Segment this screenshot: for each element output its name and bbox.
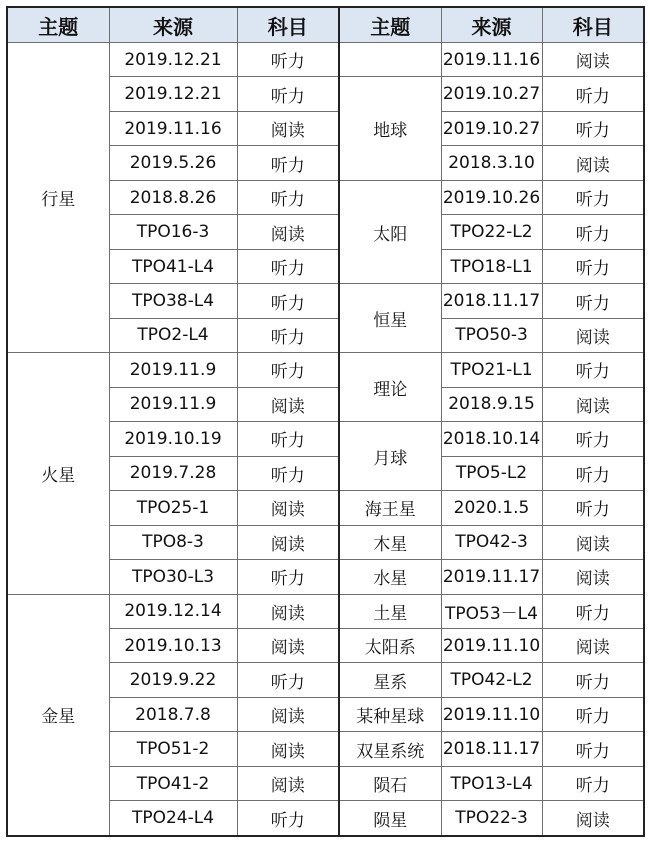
topic-cell: 理论 <box>339 353 441 422</box>
source-cell: 2019.9.22 <box>109 663 237 697</box>
source-cell: 2019.10.27 <box>441 77 542 111</box>
source-cell: 2019.7.28 <box>109 456 237 490</box>
topic-cell: 行星 <box>7 43 109 353</box>
subject-cell: 阅读 <box>237 732 339 766</box>
header-subject-right: 科目 <box>542 7 644 43</box>
subject-cell: 听力 <box>237 284 339 318</box>
subject-cell: 听力 <box>237 560 339 594</box>
source-cell: 2019.12.21 <box>109 77 237 111</box>
subject-cell: 听力 <box>237 180 339 214</box>
subject-cell: 阅读 <box>542 560 644 594</box>
subject-cell: 听力 <box>542 215 644 249</box>
subject-cell: 阅读 <box>237 594 339 628</box>
source-cell: TPO21-L1 <box>441 353 542 387</box>
source-cell: 2019.12.14 <box>109 594 237 628</box>
table-row <box>7 353 644 387</box>
header-subject-left: 科目 <box>237 7 339 43</box>
subject-cell: 听力 <box>237 318 339 352</box>
source-cell: TPO53－L4 <box>441 594 542 628</box>
subject-cell: 听力 <box>542 284 644 318</box>
source-cell: TPO41-L4 <box>109 249 237 283</box>
topic-cell: 陨石 <box>339 766 441 800</box>
source-cell: 2018.9.15 <box>441 387 542 421</box>
source-cell: 2020.1.5 <box>441 491 542 525</box>
topic-cell: 海王星 <box>339 491 441 525</box>
subject-cell: 听力 <box>542 732 644 766</box>
subject-cell: 听力 <box>237 422 339 456</box>
subject-cell: 阅读 <box>542 146 644 180</box>
source-cell: 2018.8.26 <box>109 180 237 214</box>
subject-cell: 听力 <box>542 180 644 214</box>
source-cell: TPO25-1 <box>109 491 237 525</box>
subject-cell: 阅读 <box>237 491 339 525</box>
header-source-left: 来源 <box>109 7 237 43</box>
source-cell: TPO8-3 <box>109 525 237 559</box>
topic-cell: 陨星 <box>339 801 441 836</box>
source-cell: TPO22-3 <box>441 801 542 836</box>
subject-cell: 听力 <box>542 456 644 490</box>
header-topic-left: 主题 <box>7 7 109 43</box>
subject-cell: 阅读 <box>542 801 644 836</box>
source-cell: TPO38-L4 <box>109 284 237 318</box>
subject-cell: 听力 <box>237 43 339 77</box>
subject-cell: 听力 <box>542 663 644 697</box>
subject-cell: 阅读 <box>542 628 644 662</box>
subject-cell: 听力 <box>542 491 644 525</box>
source-cell: TPO18-L1 <box>441 249 542 283</box>
topic-cell: 土星 <box>339 594 441 628</box>
table-row <box>7 43 644 77</box>
subject-cell: 阅读 <box>542 318 644 352</box>
table-row <box>7 594 644 628</box>
subject-cell: 听力 <box>542 111 644 145</box>
source-cell: 2019.11.16 <box>109 111 237 145</box>
header-topic-right: 主题 <box>339 7 441 43</box>
subject-cell: 听力 <box>542 594 644 628</box>
source-cell: TPO42-L2 <box>441 663 542 697</box>
subject-cell: 阅读 <box>237 387 339 421</box>
source-cell: 2019.10.19 <box>109 422 237 456</box>
topic-cell: 地球 <box>339 77 441 180</box>
source-cell: 2019.12.21 <box>109 43 237 77</box>
topic-cell: 月球 <box>339 422 441 491</box>
topic-cell <box>339 43 441 77</box>
subject-cell: 听力 <box>542 353 644 387</box>
topic-cell: 某种星球 <box>339 697 441 731</box>
source-cell: 2019.11.10 <box>441 628 542 662</box>
source-cell: 2019.10.13 <box>109 628 237 662</box>
subject-cell: 阅读 <box>237 525 339 559</box>
source-cell: 2019.11.17 <box>441 560 542 594</box>
source-cell: 2019.10.26 <box>441 180 542 214</box>
subject-cell: 阅读 <box>237 766 339 800</box>
subject-cell: 阅读 <box>542 387 644 421</box>
source-cell: 2018.11.17 <box>441 284 542 318</box>
subject-cell: 听力 <box>237 146 339 180</box>
source-cell: TPO41-2 <box>109 766 237 800</box>
topic-cell: 恒星 <box>339 284 441 353</box>
source-cell: 2019.11.9 <box>109 353 237 387</box>
subject-cell: 听力 <box>237 77 339 111</box>
topic-cell: 太阳 <box>339 180 441 283</box>
subject-cell: 听力 <box>542 697 644 731</box>
subject-cell: 阅读 <box>237 697 339 731</box>
source-cell: 2019.5.26 <box>109 146 237 180</box>
source-cell: 2019.11.10 <box>441 697 542 731</box>
subject-cell: 听力 <box>237 456 339 490</box>
source-cell: TPO5-L2 <box>441 456 542 490</box>
subject-cell: 阅读 <box>237 628 339 662</box>
source-cell: 2018.7.8 <box>109 697 237 731</box>
subject-cell: 听力 <box>237 663 339 697</box>
source-cell: TPO51-2 <box>109 732 237 766</box>
source-cell: TPO2-L4 <box>109 318 237 352</box>
source-cell: TPO22-L2 <box>441 215 542 249</box>
subject-cell: 阅读 <box>237 111 339 145</box>
source-cell: TPO16-3 <box>109 215 237 249</box>
header-row <box>7 7 644 43</box>
subject-cell: 阅读 <box>237 215 339 249</box>
topic-cell: 金星 <box>7 594 109 836</box>
subject-cell: 阅读 <box>542 525 644 559</box>
source-cell: TPO13-L4 <box>441 766 542 800</box>
subject-cell: 听力 <box>237 353 339 387</box>
source-cell: TPO30-L3 <box>109 560 237 594</box>
source-cell: TPO42-3 <box>441 525 542 559</box>
subject-cell: 听力 <box>542 766 644 800</box>
source-cell: 2019.10.27 <box>441 111 542 145</box>
source-cell: TPO50-3 <box>441 318 542 352</box>
subject-cell: 听力 <box>542 77 644 111</box>
source-cell: TPO24-L4 <box>109 801 237 836</box>
subject-cell: 听力 <box>542 249 644 283</box>
topic-source-table <box>6 6 645 837</box>
table-container <box>6 6 643 837</box>
topic-cell: 星系 <box>339 663 441 697</box>
subject-cell: 阅读 <box>542 43 644 77</box>
source-cell: 2018.10.14 <box>441 422 542 456</box>
source-cell: 2019.11.16 <box>441 43 542 77</box>
topic-cell: 木星 <box>339 525 441 559</box>
topic-cell: 火星 <box>7 353 109 594</box>
source-cell: 2018.11.17 <box>441 732 542 766</box>
source-cell: 2018.3.10 <box>441 146 542 180</box>
subject-cell: 听力 <box>237 249 339 283</box>
topic-cell: 水星 <box>339 560 441 594</box>
topic-cell: 双星系统 <box>339 732 441 766</box>
topic-cell: 太阳系 <box>339 628 441 662</box>
source-cell: 2019.11.9 <box>109 387 237 421</box>
header-source-right: 来源 <box>441 7 542 43</box>
subject-cell: 听力 <box>237 801 339 836</box>
subject-cell: 听力 <box>542 422 644 456</box>
